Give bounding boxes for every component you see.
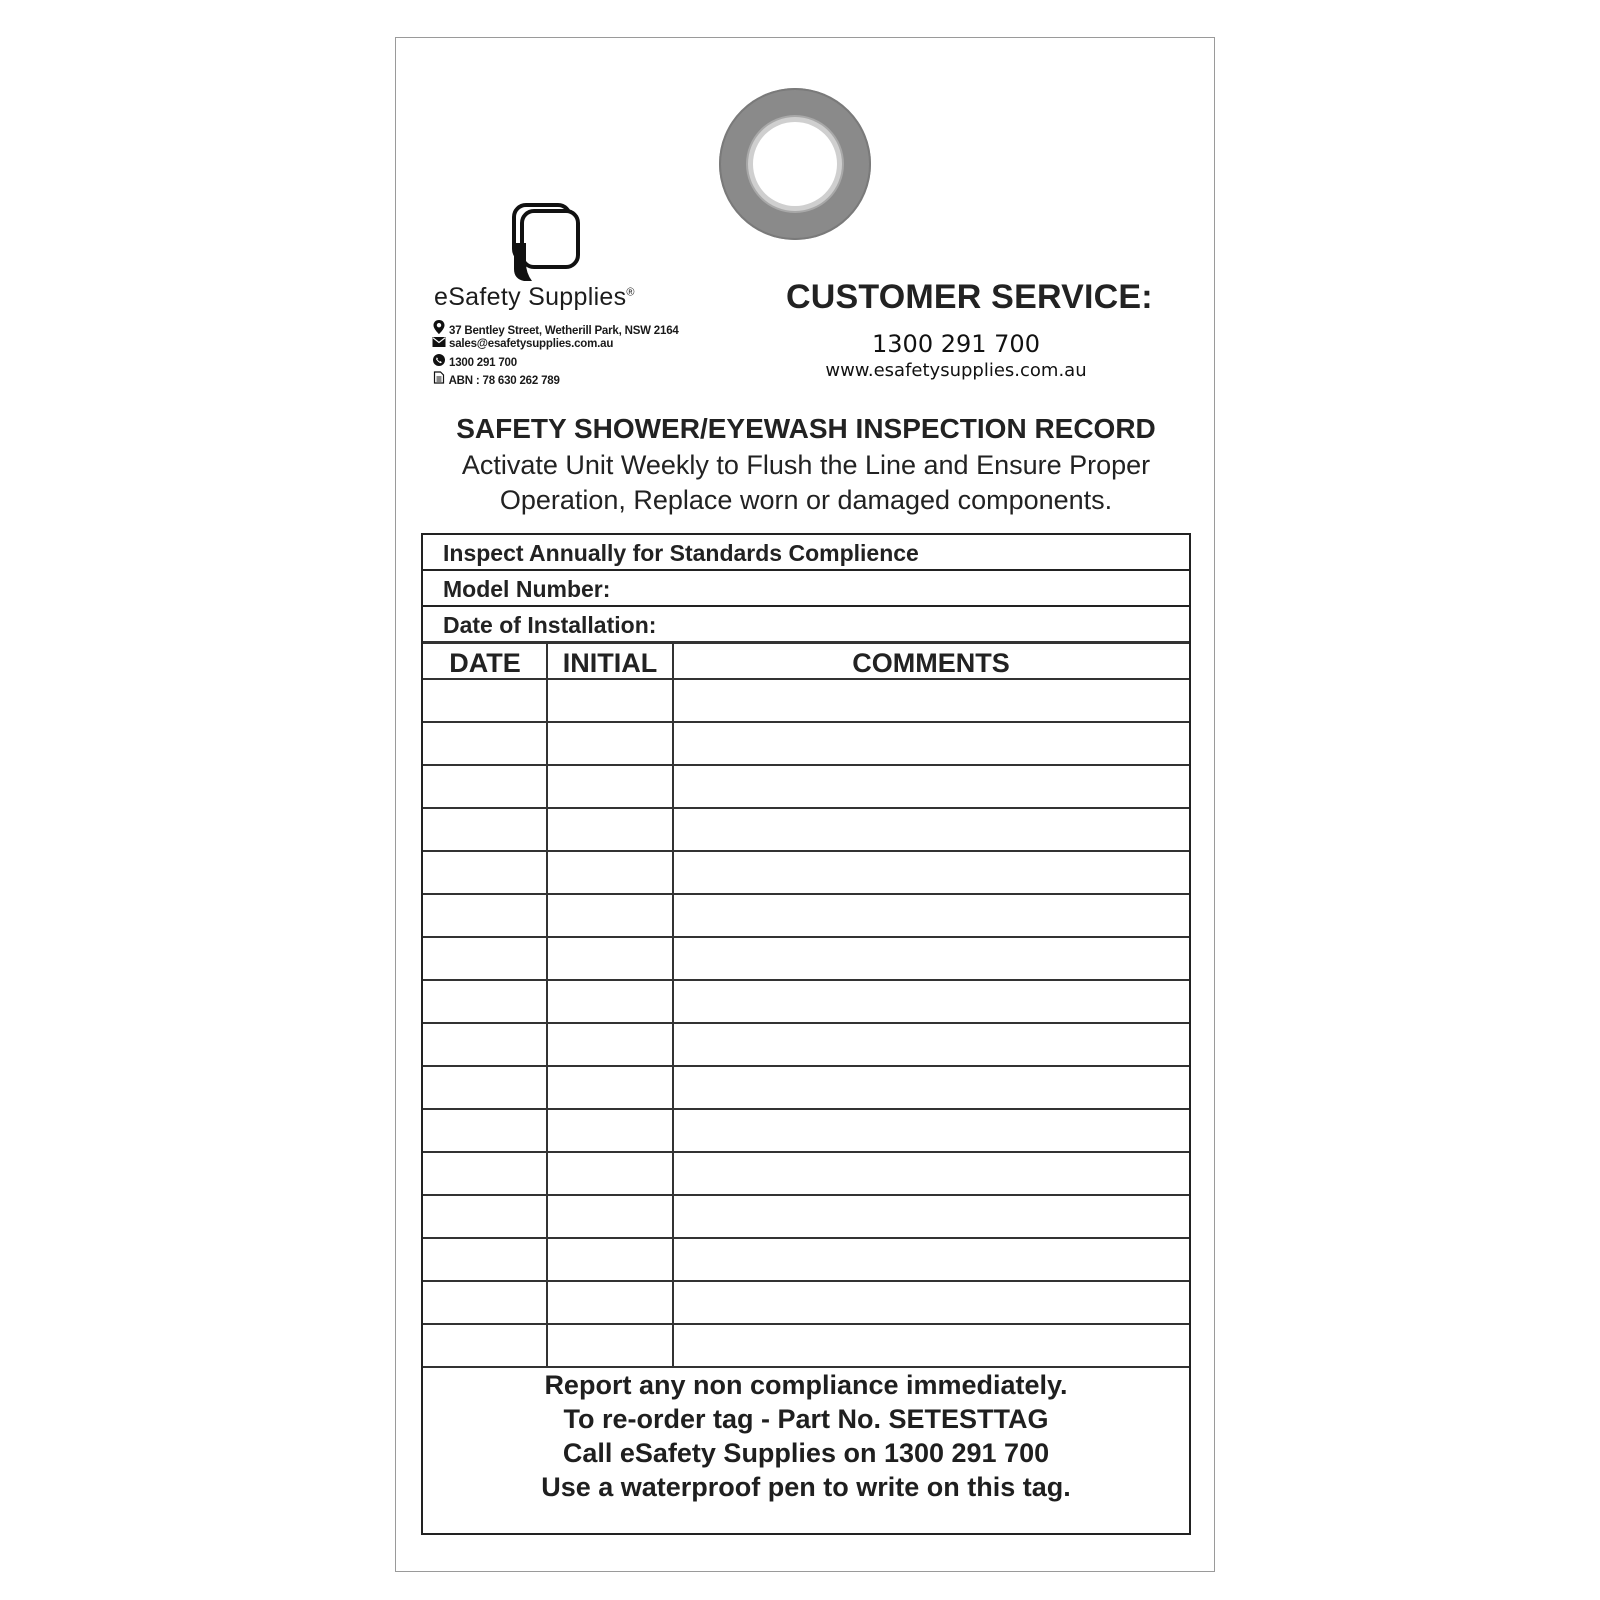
comments-cell[interactable]: [674, 1153, 1189, 1194]
customer-service-phone: 1300 291 700: [872, 330, 1040, 358]
footer-notes: [423, 1368, 1189, 1504]
comments-cell[interactable]: [674, 1196, 1189, 1237]
envelope-icon: [432, 337, 446, 347]
brand-phone: 1300 291 700: [432, 354, 517, 369]
customer-service-website: www.esafetysupplies.com.au: [825, 360, 1087, 381]
brand-address: 37 Bentley Street, Wetherill Park, NSW 2164: [432, 320, 679, 337]
comments-cell[interactable]: [674, 895, 1189, 936]
inspection-tag: [395, 37, 1215, 1572]
footer-line4: Use a waterproof pen to write on this tag.: [541, 1472, 1071, 1502]
date-cell[interactable]: [423, 723, 546, 764]
brand-block: [426, 203, 756, 403]
date-cell[interactable]: [423, 766, 546, 807]
header-comments: COMMENTS: [852, 648, 1010, 678]
comments-cell[interactable]: [674, 1067, 1189, 1108]
record-subtitle-line1: Activate Unit Weekly to Flush the Line and Ensure Proper: [461, 450, 1151, 480]
comments-cell[interactable]: [674, 1325, 1189, 1366]
comments-cell[interactable]: [674, 1239, 1189, 1280]
initial-cell[interactable]: [548, 1110, 672, 1151]
header-initial: INITIAL: [562, 648, 658, 678]
date-cell[interactable]: [423, 981, 546, 1022]
comments-cell[interactable]: [674, 938, 1189, 979]
initial-cell[interactable]: [548, 1153, 672, 1194]
initial-cell[interactable]: [548, 1282, 672, 1323]
initial-cell[interactable]: [548, 1325, 672, 1366]
date-cell[interactable]: [423, 938, 546, 979]
inspection-form: [421, 533, 1191, 1535]
record-title: SAFETY SHOWER/EYEWASH INSPECTION RECORD: [456, 413, 1156, 444]
initial-cell[interactable]: [548, 680, 672, 721]
brand-logo-icon: [506, 203, 596, 293]
footer-line3: Call eSafety Supplies on 1300 291 700: [562, 1438, 1050, 1468]
footer-line2: To re-order tag - Part No. SETESTTAG: [563, 1404, 1049, 1434]
date-cell[interactable]: [423, 1067, 546, 1108]
date-cell[interactable]: [423, 852, 546, 893]
initial-cell[interactable]: [548, 938, 672, 979]
date-cell[interactable]: [423, 895, 546, 936]
initial-column-divider: [672, 643, 674, 1368]
comments-cell[interactable]: [674, 680, 1189, 721]
initial-cell[interactable]: [548, 1024, 672, 1065]
initial-cell[interactable]: [548, 1239, 672, 1280]
info-row-date-of-installation[interactable]: Date of Installation:: [423, 607, 1189, 643]
date-cell[interactable]: [423, 1153, 546, 1194]
date-cell[interactable]: [423, 1196, 546, 1237]
comments-cell[interactable]: [674, 723, 1189, 764]
location-pin-icon: [432, 320, 446, 334]
footer-line1: Report any non compliance immediately.: [544, 1370, 1068, 1400]
date-cell[interactable]: [423, 1325, 546, 1366]
initial-cell[interactable]: [548, 852, 672, 893]
record-subtitle-line2: Operation, Replace worn or damaged components.: [499, 485, 1113, 515]
date-cell[interactable]: [423, 1282, 546, 1323]
initial-cell[interactable]: [548, 809, 672, 850]
initial-cell[interactable]: [548, 1067, 672, 1108]
initial-cell[interactable]: [548, 723, 672, 764]
comments-cell[interactable]: [674, 1282, 1189, 1323]
initial-cell[interactable]: [548, 766, 672, 807]
brand-email: sales@esafetysupplies.com.au: [432, 337, 613, 350]
comments-cell[interactable]: [674, 981, 1189, 1022]
date-cell[interactable]: [423, 809, 546, 850]
brand-abn: ABN : 78 630 262 789: [432, 371, 560, 387]
comments-cell[interactable]: [674, 766, 1189, 807]
comments-cell[interactable]: [674, 1024, 1189, 1065]
date-column-divider: [546, 643, 548, 1368]
info-row-model-number[interactable]: Model Number:: [423, 571, 1189, 607]
comments-cell[interactable]: [674, 809, 1189, 850]
initial-cell[interactable]: [548, 895, 672, 936]
comments-cell[interactable]: [674, 852, 1189, 893]
date-cell[interactable]: [423, 680, 546, 721]
record-subtitle: [396, 448, 1216, 518]
initial-cell[interactable]: [548, 981, 672, 1022]
brand-name: eSafety Supplies®: [434, 283, 635, 311]
date-cell[interactable]: [423, 1239, 546, 1280]
customer-service-title: CUSTOMER SERVICE:: [786, 278, 1153, 316]
comments-cell[interactable]: [674, 1110, 1189, 1151]
initial-cell[interactable]: [548, 1196, 672, 1237]
info-row-inspect-annually: Inspect Annually for Standards Complience: [423, 535, 1189, 571]
grommet-inner: [753, 122, 837, 206]
date-cell[interactable]: [423, 1110, 546, 1151]
document-icon: [432, 371, 446, 384]
phone-icon: [432, 354, 446, 366]
date-cell[interactable]: [423, 1024, 546, 1065]
header-date: DATE: [449, 648, 521, 678]
